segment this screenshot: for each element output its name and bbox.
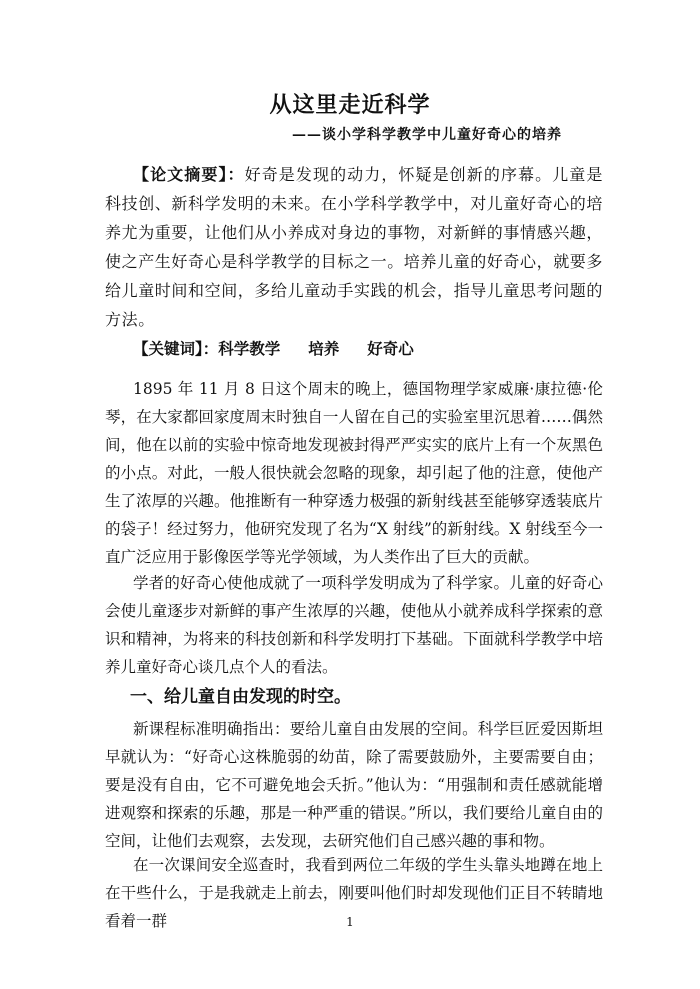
document-title: 从这里走近科学 (269, 93, 431, 118)
keyword-item: 科学教学 (218, 339, 281, 358)
body-paragraph-3: 新课程标准明确指出：要给儿童自由发展的空间。科学巨匠爱因斯坦早就认为：“好奇心这株脆弱的幼苗，除了需要鼓励外，主要需要自由；要是没有自由，它不可避免地会夭折。”他认为：“用强制和责任感就能增进观察和探索的乐趣，那是一种严重的错误。”所以，我们要给儿童自由的空间，让他们去观察，去发现，去研究他们自己感兴趣的事和物。 (105, 720, 603, 850)
section-heading: 一、给儿童自由发现的时空。 (130, 687, 351, 707)
abstract-text: 好奇是发现的动力，怀疑是创新的序幕。儿童是科技创、新科学发明的未来。在小学科学教学中，对儿童好奇心的培养尤为重要，让他们从小养成对身边的事物，对新鲜的事情感兴趣，使之产生好奇心是科学教学的目标之一。培养儿童的好奇心，就要多给儿童时间和空间，多给儿童动手实践的机会，指导儿童思考问题的方法。 (105, 165, 604, 329)
keyword-item: 好奇心 (367, 339, 414, 358)
keywords-label: 【关键词】： (133, 339, 219, 358)
abstract-paragraph (105, 160, 603, 334)
body-paragraph-2: 学者的好奇心使他成就了一项科学发明成为了科学家。儿童的好奇心会使儿童逐步对新鲜的事产生浓厚的兴趣，使他从小就养成科学探索的意识和精神，为将来的科技创新和科学发明打下基础。下面就科学教学中培养儿童好奇心谈几点个人的看法。 (105, 574, 603, 676)
page-number: 1 (346, 915, 354, 929)
abstract-label: 【论文摘要】： (133, 165, 245, 184)
body-paragraph-1: 1895 年 11 月 8 日这个周末的晚上，德国物理学家威廉·康拉德·伦琴，在大家都回家度周末时独自一人留在自己的实验室里沉思着……偶然间，他在以前的实验中惊奇地发现被封得严严实实的底片上有一个灰黑色的小点。对此，一般人很快就会忽略的现象，却引起了他的注意，使他产生了浓厚的兴趣。他推断有一种穿透力极强的新射线甚至能够穿透装底片的袋子！经过努力，他研究发现了名为“X 射线”的新射线。X 射线至今一直广泛应用于影像医学等光学领域，为人类作出了巨大的贡献。 (105, 380, 603, 566)
body-paragraph-4: 在一次课间安全巡查时，我看到两位二年级的学生头靠头地蹲在地上在干些什么，于是我就走上前去，刚要叫他们时却发现他们正目不转睛地看着一群 (105, 856, 603, 930)
keyword-item: 培养 (308, 339, 340, 358)
keywords-line (133, 337, 442, 359)
document-subtitle: ——谈小学科学教学中儿童好奇心的培养 (292, 127, 562, 143)
